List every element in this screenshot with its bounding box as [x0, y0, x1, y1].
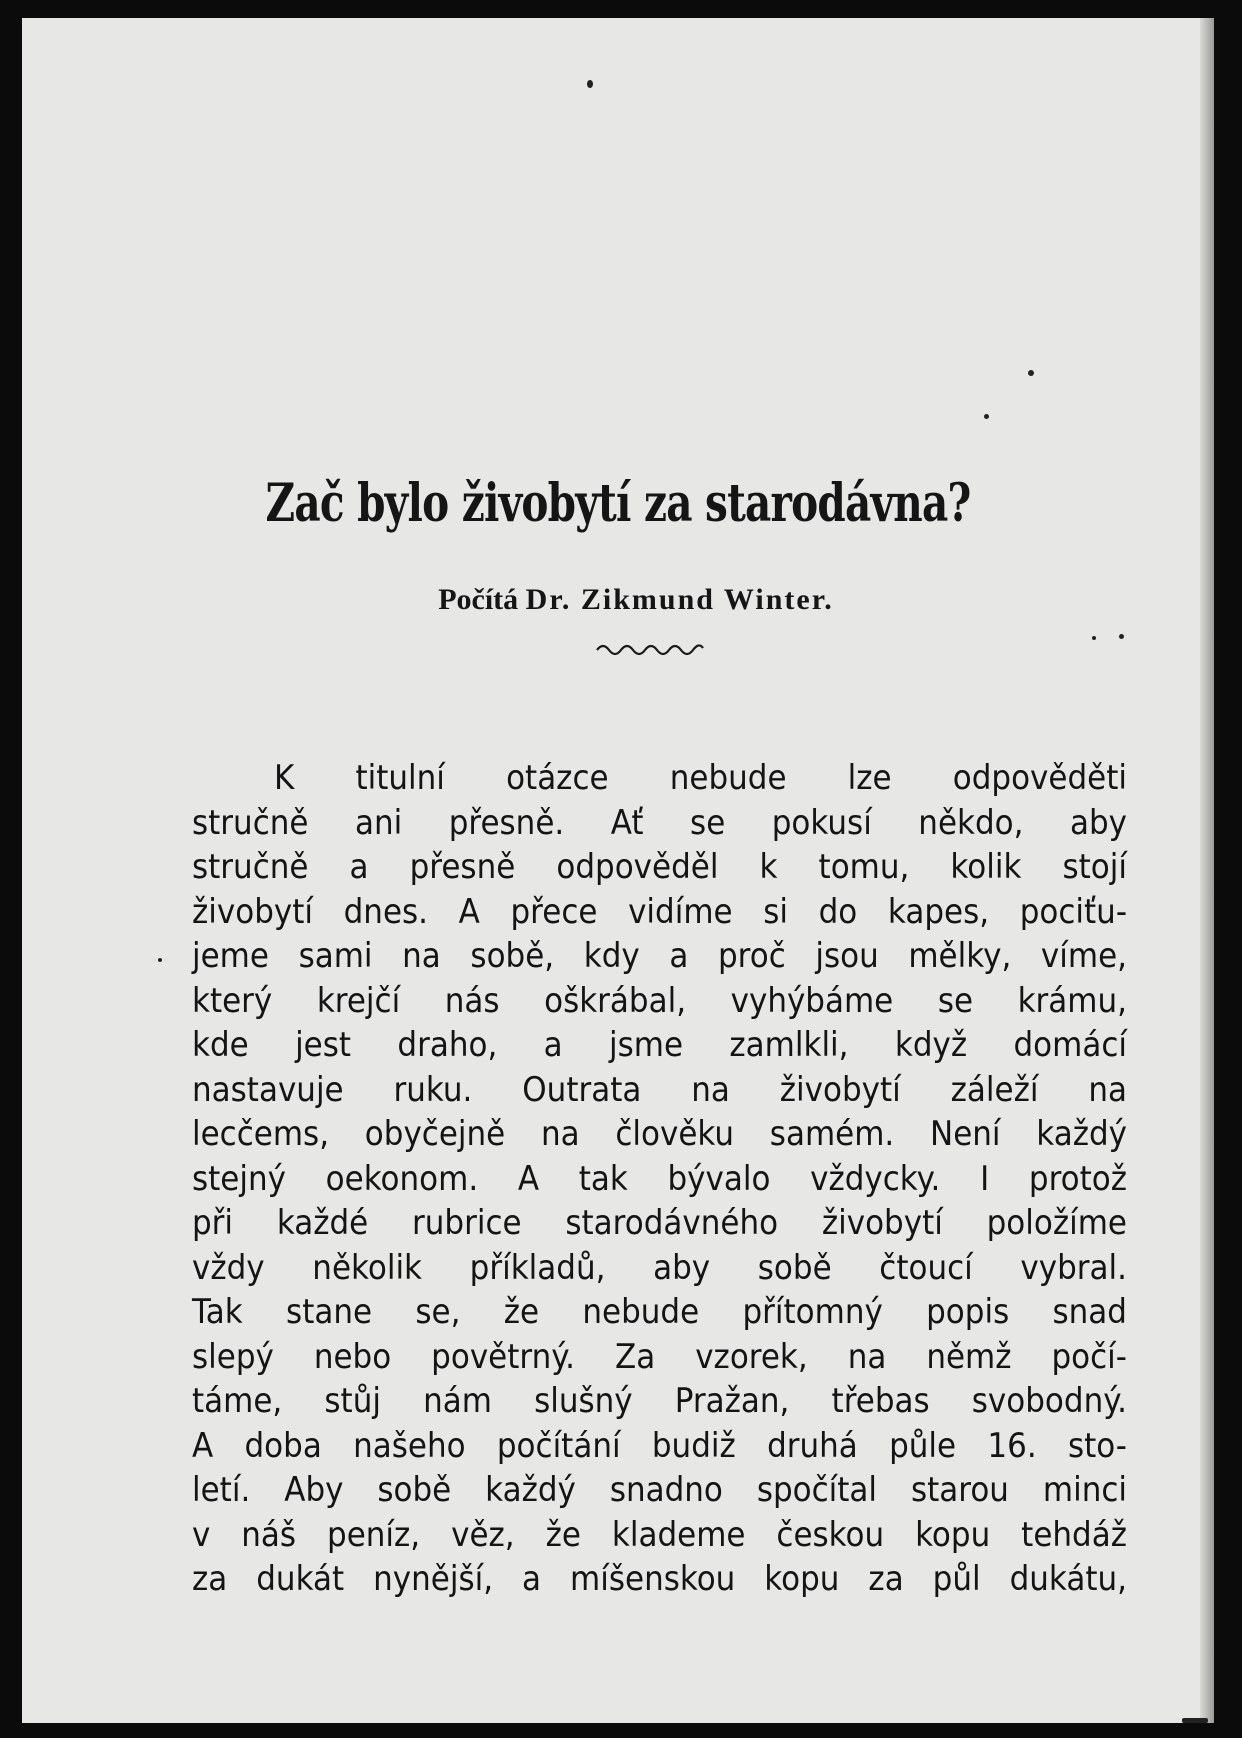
body-paragraph: [192, 756, 1127, 1602]
body-line: při každé rubrice starodávného živobytí položíme: [192, 1203, 1127, 1243]
body-line: slepý nebo povětrný. Za vzorek, na němž počí-: [192, 1337, 1127, 1376]
body-line: kde jest draho, a jsme zamlkli, když domácí: [192, 1025, 1127, 1065]
body-line: letí. Aby sobě každý snadno spočítal starou minci: [192, 1470, 1127, 1510]
ink-speck: [1028, 370, 1034, 376]
author-name: Dr. Zikmund Winter.: [525, 583, 834, 616]
body-line: nastavuje ruku. Outrata na živobytí záleží na: [192, 1070, 1127, 1109]
ink-speck: [1119, 634, 1124, 639]
author-label: Počítá: [438, 583, 519, 616]
body-line: K titulní otázce nebude lze odpověděti: [274, 758, 1127, 798]
scanned-page: [22, 18, 1214, 1723]
body-line: táme, stůj nám slušný Pražan, třebas svobodný.: [192, 1381, 1127, 1421]
wavy-divider-ornament: [595, 640, 705, 658]
author-line: [22, 582, 1214, 618]
ink-speck: [984, 414, 989, 419]
body-line: vždy několik příkladů, aby sobě čtoucí vybral.: [192, 1248, 1127, 1287]
body-line: v náš peníz, věz, že klademe českou kopu tehdáž: [192, 1515, 1127, 1554]
ink-speck: [158, 958, 162, 962]
body-line: stejný oekonom. A tak bývalo vždycky. I protož: [192, 1159, 1127, 1198]
page-edge-shadow: [1200, 18, 1214, 1723]
ink-speck: [1182, 1718, 1208, 1723]
body-line: živobytí dnes. A přece vidíme si do kapes, pociťu-: [192, 892, 1127, 931]
body-line: jeme sami na sobě, kdy a proč jsou mělky, víme,: [192, 936, 1127, 976]
ink-speck: [1092, 636, 1096, 640]
body-line: stručně ani přesně. Ať se pokusí někdo, aby: [192, 803, 1127, 842]
article-title: Zač bylo živobytí za starodávna?: [265, 473, 971, 534]
body-line: stručně a přesně odpověděl k tomu, kolik stojí: [192, 847, 1127, 887]
body-line: lecčems, obyčejně na člověku samém. Není každý: [192, 1114, 1127, 1154]
body-line: Tak stane se, že nebude přítomný popis snad: [192, 1292, 1127, 1332]
body-line: A doba našeho počítání budiž druhá půle 16. sto-: [192, 1426, 1127, 1465]
ink-speck: [587, 80, 593, 88]
body-line: za dukát nynější, a míšenskou kopu za půl dukátu,: [192, 1559, 1127, 1599]
body-line: který krejčí nás oškrábal, vyhýbáme se krámu,: [192, 981, 1127, 1020]
